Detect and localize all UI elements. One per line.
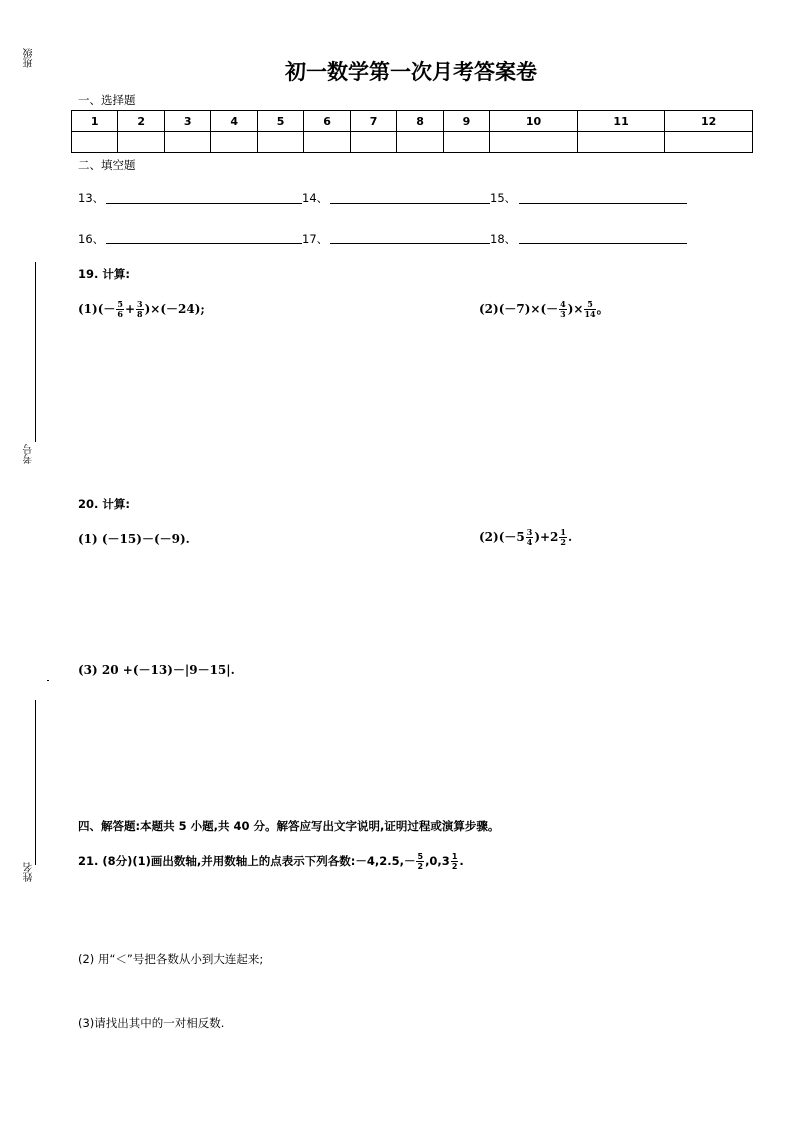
- exam-no-line: [35, 262, 36, 442]
- fraction: [116, 300, 124, 319]
- denominator: 4: [526, 537, 533, 547]
- answer-col-header: 11: [577, 111, 665, 132]
- q21-part1: [78, 852, 464, 871]
- q21-p1-suffix: .: [459, 854, 464, 868]
- fill-label-13: 13、: [78, 191, 105, 205]
- exam-no-label: 考号: [24, 444, 35, 464]
- denominator: 2: [560, 537, 566, 547]
- answer-col-header: 10: [490, 111, 578, 132]
- q20-p2-prefix: (2)(－5: [479, 530, 525, 544]
- denominator: 2: [417, 862, 424, 871]
- denominator: 3: [560, 309, 566, 319]
- numerator: 5: [584, 300, 595, 310]
- q19-p2-prefix: (2)(－7)×(－: [479, 302, 559, 316]
- answer-col-header: 5: [257, 111, 303, 132]
- answer-cell[interactable]: [443, 132, 489, 153]
- answer-header-row: [72, 111, 753, 132]
- answer-col-header: 9: [443, 111, 489, 132]
- answer-cell[interactable]: [257, 132, 303, 153]
- fraction: [559, 528, 567, 547]
- page-title: 初一数学第一次月考答案卷: [285, 59, 537, 84]
- section2-heading: 二、填空题: [78, 158, 136, 172]
- denominator: 2: [451, 862, 458, 871]
- q20-heading: 20. 计算:: [78, 497, 130, 511]
- answer-cell[interactable]: [350, 132, 396, 153]
- fraction: [526, 528, 534, 547]
- q19-p1-plus: +: [124, 302, 136, 316]
- fill-blank-14[interactable]: [330, 203, 490, 204]
- q19-p2-mid: )×: [567, 302, 584, 316]
- class-label: 班级: [24, 48, 35, 68]
- numerator: 4: [560, 299, 566, 309]
- answer-cell[interactable]: [490, 132, 578, 153]
- name-label: 姓名: [24, 862, 35, 882]
- q21-part2: (2) 用“＜”号把各数从小到大连起来;: [78, 952, 264, 966]
- answer-cell[interactable]: [397, 132, 443, 153]
- name-line: [35, 700, 36, 865]
- answer-table: [71, 110, 753, 153]
- q20-part2: [479, 528, 572, 547]
- answer-col-header: 8: [397, 111, 443, 132]
- fill-label-18: 18、: [490, 232, 517, 246]
- numerator: 5: [417, 852, 424, 861]
- numerator: 3: [137, 299, 143, 309]
- answer-cell[interactable]: [164, 132, 210, 153]
- denominator: 14: [584, 309, 596, 319]
- fill-blank-13[interactable]: [106, 203, 302, 204]
- numerator: 1: [560, 527, 566, 537]
- answer-cell[interactable]: [118, 132, 164, 153]
- answer-col-header: 4: [211, 111, 257, 132]
- q20-p2-suffix: .: [567, 530, 573, 544]
- section4-heading: 四、解答题:本题共 5 小题,共 40 分。解答应写出文字说明,证明过程或演算步骤。: [78, 819, 500, 833]
- fill-label-14: 14、: [302, 191, 329, 205]
- answer-cell[interactable]: [72, 132, 118, 153]
- answer-cell[interactable]: [211, 132, 257, 153]
- q19-part1: [78, 300, 205, 319]
- answer-col-header: 1: [72, 111, 118, 132]
- answer-cell[interactable]: [304, 132, 350, 153]
- fill-label-16: 16、: [78, 232, 105, 246]
- q19-part2: [479, 300, 609, 319]
- q21-p1-mid: ,0,3: [425, 854, 450, 868]
- answer-col-header: 2: [118, 111, 164, 132]
- numerator: 3: [526, 527, 533, 537]
- answer-cell[interactable]: [577, 132, 665, 153]
- answer-col-header: 12: [665, 111, 753, 132]
- answer-col-header: 6: [304, 111, 350, 132]
- fraction: [584, 300, 595, 319]
- q19-p1-prefix: (1)(－: [78, 302, 116, 316]
- q19-p2-suffix: 。: [596, 302, 609, 316]
- margin-dot: [47, 680, 49, 681]
- denominator: 8: [137, 309, 143, 319]
- fill-label-17: 17、: [302, 232, 329, 246]
- q21-p1-prefix: 21. (8分)(1)画出数轴,并用数轴上的点表示下列各数:－4,2.5,－: [78, 854, 416, 868]
- fraction: [416, 852, 424, 871]
- section1-heading: 一、选择题: [78, 93, 136, 107]
- answer-col-header: 3: [164, 111, 210, 132]
- fraction: [559, 300, 567, 319]
- fill-blank-18[interactable]: [519, 243, 687, 244]
- denominator: 6: [117, 309, 123, 319]
- q20-p2-mid: )+2: [534, 530, 559, 544]
- fraction: [451, 852, 459, 871]
- fraction: [136, 300, 144, 319]
- fill-label-15: 15、: [490, 191, 517, 205]
- answer-input-row: [72, 132, 753, 153]
- answer-cell[interactable]: [665, 132, 753, 153]
- q21-part3: (3)请找出其中的一对相反数.: [78, 1016, 225, 1030]
- q19-p1-suffix: )×(－24);: [144, 302, 205, 316]
- q20-part1: (1) (－15)－(－9).: [78, 532, 190, 546]
- q20-part3: (3) 20 +(－13)－|9－15|.: [78, 663, 235, 677]
- q19-heading: 19. 计算:: [78, 267, 130, 281]
- numerator: 1: [451, 852, 458, 861]
- fill-blank-17[interactable]: [330, 243, 490, 244]
- answer-col-header: 7: [350, 111, 396, 132]
- numerator: 5: [117, 299, 123, 309]
- fill-blank-15[interactable]: [519, 203, 687, 204]
- fill-blank-16[interactable]: [106, 243, 302, 244]
